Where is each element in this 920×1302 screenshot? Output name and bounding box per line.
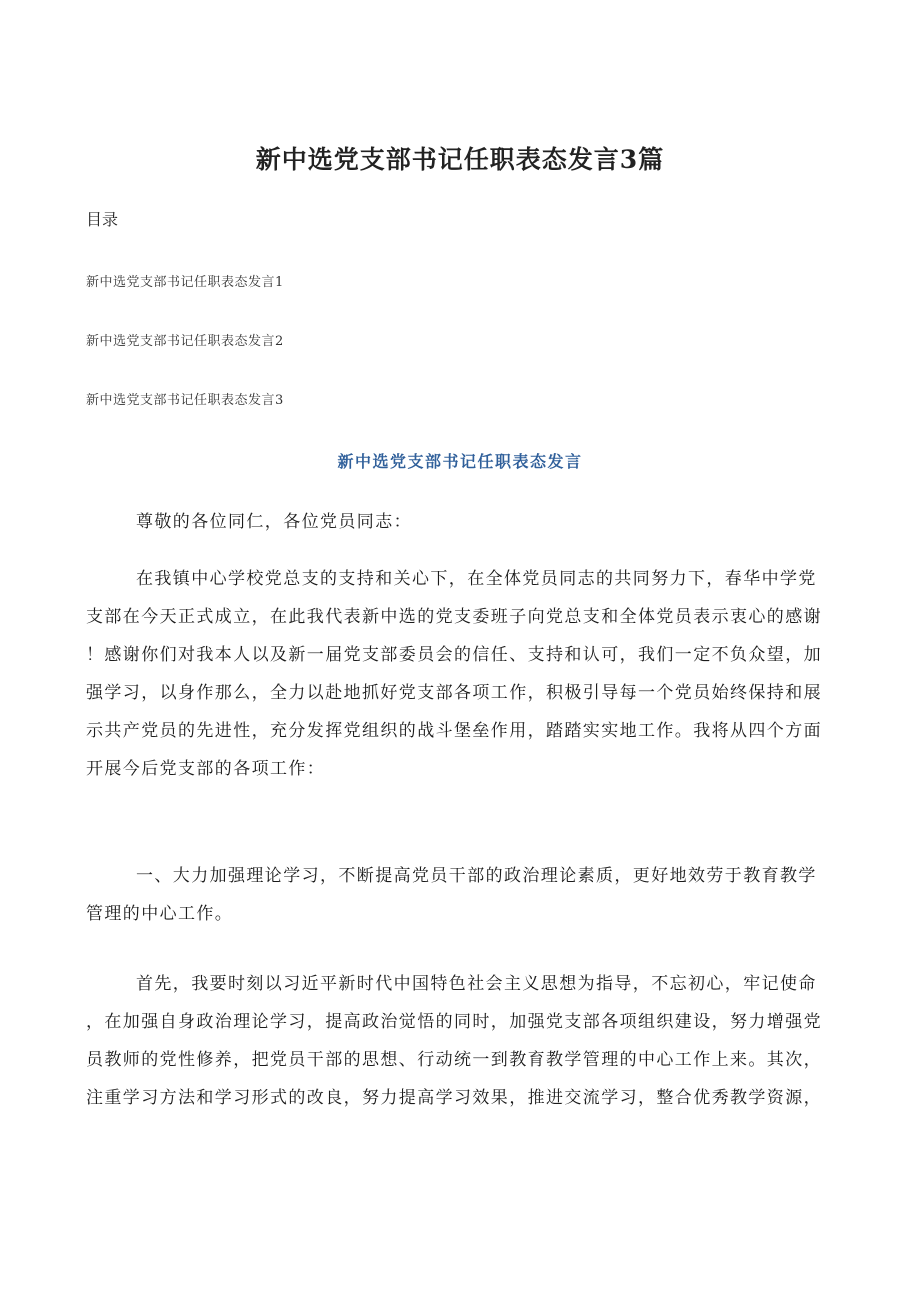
paragraph-line: ！感谢你们对我本人以及新一届党支部委员会的信任、支持和认可，我们一定不负众望，加 (86, 645, 822, 665)
body-paragraph-2 (86, 857, 834, 933)
paragraph-line: 一、大力加强理论学习，不断提高党员干部的政治理论素质，更好地效劳于教育教学 (136, 866, 817, 886)
greeting-paragraph (86, 503, 834, 541)
toc-heading: 目录 (86, 210, 119, 229)
toc-item[interactable]: 新中选党支部书记任职表态发言2 (86, 334, 284, 349)
paragraph-line: 尊敬的各位同仁，各位党员同志： (136, 512, 412, 532)
paragraph-line: 员教师的党性修养，把党员干部的思想、行动统一到教育教学管理的中心工作上来。其次， (86, 1050, 822, 1070)
paragraph-line: 支部在今天正式成立，在此我代表新中选的党支委班子向党总支和全体党员表示衷心的感谢 (86, 607, 822, 627)
toc-item[interactable]: 新中选党支部书记任职表态发言1 (86, 275, 284, 290)
paragraph-line: 管理的中心工作。 (86, 904, 234, 924)
paragraph-line: 注重学习方法和学习形式的改良，努力提高学习效果，推进交流学习，整合优秀教学资源， (86, 1088, 822, 1108)
paragraph-line: ，在加强自身政治理论学习，提高政治觉悟的同时，加强党支部各项组织建设，努力增强党 (86, 1012, 822, 1032)
body-paragraph-1 (86, 560, 834, 788)
paragraph-line: 在我镇中心学校党总支的支持和关心下，在全体党员同志的共同努力下，春华中学党 (136, 569, 817, 589)
paragraph-line: 开展今后党支部的各项工作： (86, 759, 326, 779)
paragraph-line: 示共产党员的先进性，充分发挥党组织的战斗堡垒作用，踏踏实实地工作。我将从四个方面 (86, 721, 822, 741)
paragraph-line: 首先，我要时刻以习近平新时代中国特色社会主义思想为指导，不忘初心，牢记使命 (136, 974, 817, 994)
body-paragraph-3 (86, 965, 834, 1117)
paragraph-line: 强学习，以身作那么，全力以赴地抓好党支部各项工作，积极引导每一个党员始终保持和展 (86, 683, 822, 703)
toc-item[interactable]: 新中选党支部书记任职表态发言3 (86, 393, 284, 408)
section-title: 新中选党支部书记任职表态发言 (337, 452, 583, 471)
document-title: 新中选党支部书记任职表态发言3篇 (255, 145, 665, 174)
